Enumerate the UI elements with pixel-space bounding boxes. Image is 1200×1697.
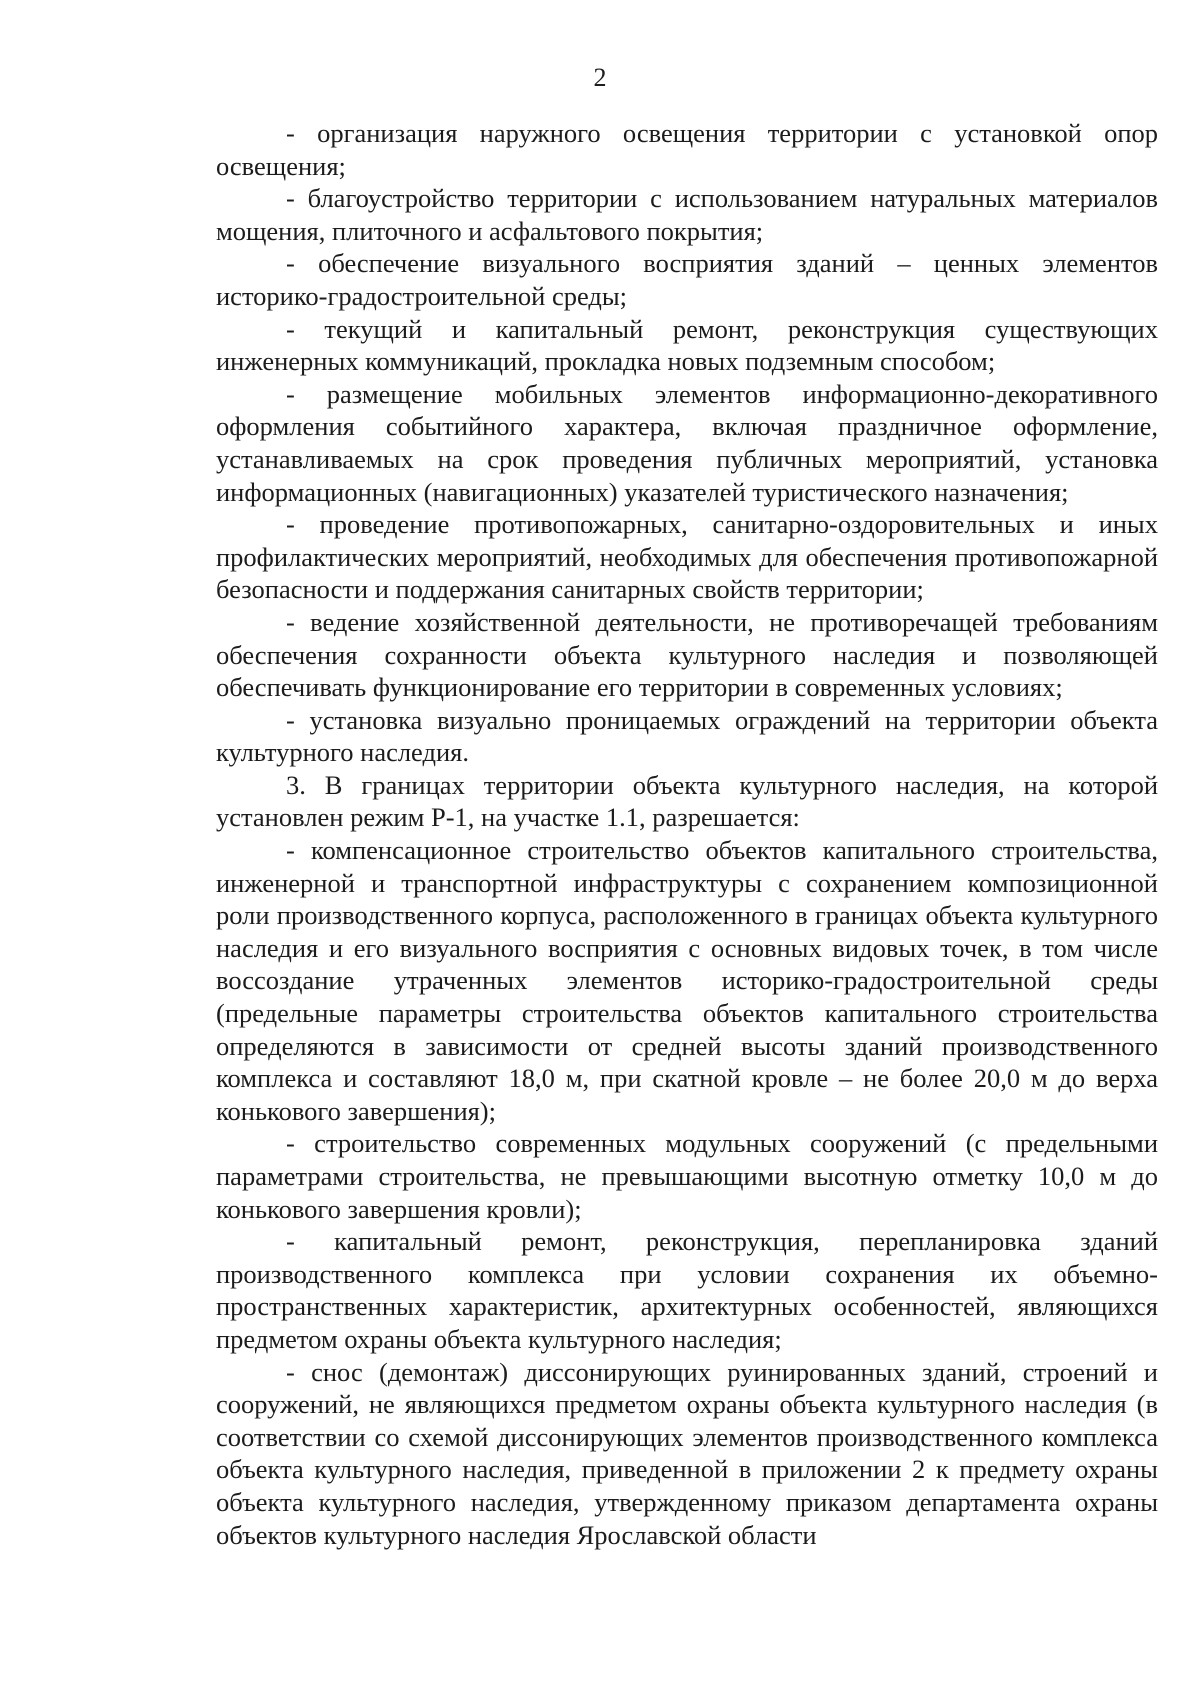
paragraph-visual-perception: - обеспечение визуального восприятия зданий – ценных элементов историко-градостроительной среды; — [216, 248, 1158, 311]
paragraph-modular-structures: - строительство современных модульных сооружений (с предельными параметрами строительства, не превышающими высотную отметку 10,0 м до конькового завершения кровли); — [216, 1128, 1158, 1224]
page-number: 2 — [593, 63, 607, 92]
paragraph-demolition: - снос (демонтаж) диссонирующих руинированных зданий, строений и сооружений, не являющихся предметом охраны объекта культурного наследия (в соответствии со схемой диссонирующих элементов производственного комплекса объекта культурного наследия, приведенной в приложении 2 к предмету охраны объекта культурного наследия, утвержденному приказом департамента охраны объектов культурного наследия Ярославской области — [216, 1356, 1158, 1550]
paragraph-section-3: 3. В границах территории объекта культурного наследия, на которой установлен режим Р-1, на участке 1.1, разрешается: — [216, 769, 1158, 833]
paragraph-compensatory-construction: - компенсационное строительство объектов капитального строительства, инженерной и транспортной инфраструктуры с сохранением композиционной роли производственного корпуса, расположенного в границах объекта культурного наследия и его визуального восприятия с основных видовых точек, в том числе воссоздание утраченных элементов историко-градостроительной среды (предельные параметры строительства объектов капитального строительства определяются в зависимости от средней высоты зданий производственного комплекса и составляют 18,0 м, при скатной кровле – не более 20,0 м до верха конькового завершения); — [216, 835, 1158, 1126]
paragraph-economic-activity: - ведение хозяйственной деятельности, не противоречащей требованиям обеспечения сохранности объекта культурного наследия и позволяющей обеспечивать функционирование его территории в современных условиях; — [216, 606, 1158, 703]
paragraph-capital-repair: - капитальный ремонт, реконструкция, перепланировка зданий производственного комплекса при условии сохранения их объемно-пространственных характеристик, архитектурных особенностей, являющихся предметом охраны объекта культурного наследия; — [216, 1226, 1158, 1354]
paragraph-decorative-elements: - размещение мобильных элементов информационно-декоративного оформления событийного характера, включая праздничное оформление, устанавливаемых на срок проведения публичных мероприятий, установка информационных (навигационных) указателей туристического назначения; — [216, 378, 1158, 507]
paragraph-landscaping: - благоустройство территории с использованием натуральных материалов мощения, плиточного и асфальтового покрытия; — [216, 183, 1158, 246]
paragraph-fire-safety: - проведение противопожарных, санитарно-оздоровительных и иных профилактических мероприятий, необходимых для обеспечения противопожарной безопасности и поддержания санитарных свойств территории; — [216, 509, 1158, 605]
paragraph-fencing: - установка визуально проницаемых ограждений на территории объекта культурного наследия. — [216, 704, 1158, 768]
paragraph-utilities-repair: - текущий и капитальный ремонт, реконструкция существующих инженерных коммуникаций, прокладка новых подземным способом; — [216, 313, 1158, 377]
paragraph-outdoor-lighting: - организация наружного освещения территории с установкой опор освещения; — [216, 118, 1158, 181]
document-body — [216, 117, 1158, 1551]
